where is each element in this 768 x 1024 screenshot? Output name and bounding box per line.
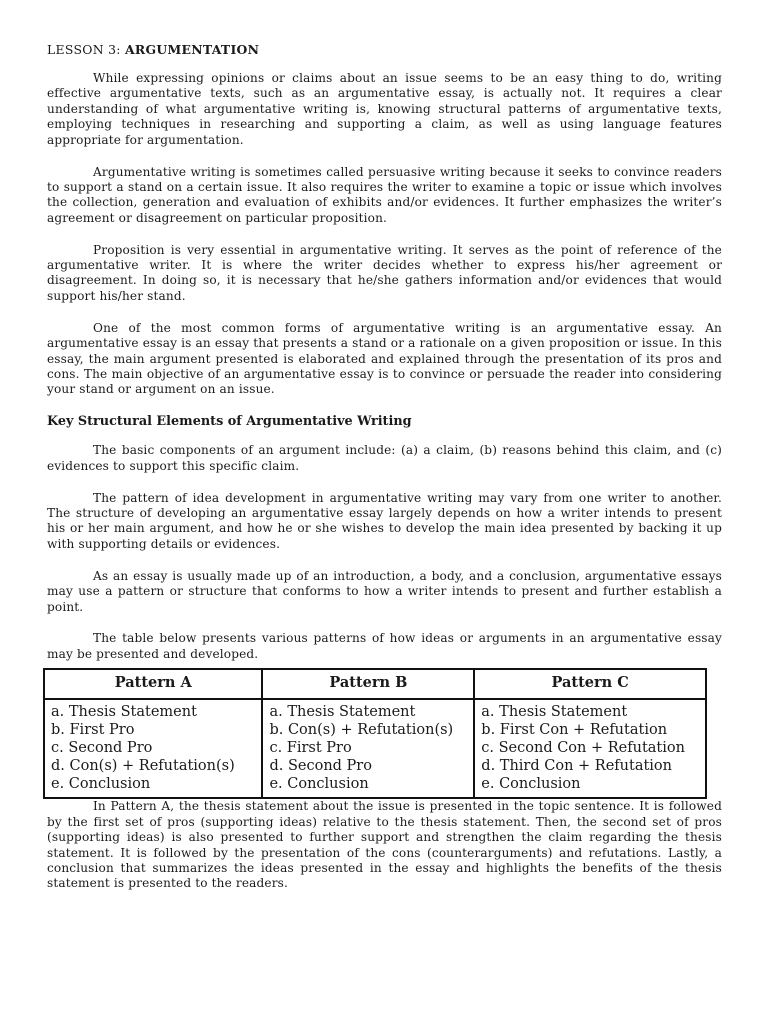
pattern-step: b. Con(s) + Refutation(s) (269, 722, 454, 739)
pattern-step: a. Thesis Statement (269, 704, 416, 721)
pattern-step: e. Conclusion (269, 776, 369, 793)
pattern-b-header: Pattern B (262, 669, 474, 699)
table-row (44, 699, 706, 798)
pattern-step: d. Third Con + Refutation (481, 758, 672, 775)
closing-paragraph: In Pattern A, the thesis statement about the issue is presented in the topic sentence. It is followed by the first set of pros (supporting ideas) relative to the thesis statement. Then, the second set of pros (supporting ideas) is also presented to further support and strengthen the claim regarding the thesis statement. It is followed by the presentation of the cons (counterarguments) and refutations. Lastly, a conclusion that summarizes the ideas presented in the essay and highlights the benefits of the thesis statement is presented to the readers. (47, 799, 722, 891)
paragraph: The basic components of an argument include: (a) a claim, (b) reasons behind this claim, and (c) evidences to support this specific claim. (47, 443, 722, 473)
paragraph: The pattern of idea development in argumentative writing may vary from one writer to another. The structure of developing an argumentative essay largely depends on how a writer intends to present his or her main argument, and how he or she wishes to develop the main idea presented by backing it up with supporting details or evidences. (47, 490, 722, 551)
paragraph: Proposition is very essential in argumentative writing. It serves as the point of reference of the argumentative writer. It is where the writer decides whether to express his/her agreement or disagreement. In doing so, it is necessary that he/she gathers information and/or evidences that would support his/her stand. (47, 242, 722, 303)
pattern-step: e. Conclusion (51, 776, 151, 793)
lesson-heading (47, 42, 722, 57)
lesson-title: ARGUMENTATION (124, 42, 260, 57)
paragraph: While expressing opinions or claims about an issue seems to be an easy thing to do, writing effective argumentative texts, such as an argumentative essay, is actually not. It requires a clear understanding of what argumentative writing is, knowing structural patterns of argumentative texts, employing techniques in researching and supporting a claim, as well as using language features appropriate for argumentation. (47, 71, 722, 147)
paragraph: As an essay is usually made up of an introduction, a body, and a conclusion, argumentative essays may use a pattern or structure that conforms to how a writer intends to present and further establish a point. (47, 568, 722, 614)
pattern-step: a. Thesis Statement (481, 704, 628, 721)
pattern-step: b. First Pro (51, 722, 135, 739)
pattern-c-header: Pattern C (474, 669, 706, 699)
paragraph: Argumentative writing is sometimes called persuasive writing because it seeks to convince readers to support a stand on a certain issue. It also requires the writer to examine a topic or issue which involves the collection, generation and evaluation of exhibits and/or evidences. It further emphasizes the writer’s agreement or disagreement on particular proposition. (47, 164, 722, 225)
pattern-a-cell (44, 699, 262, 798)
patterns-table (43, 668, 707, 799)
pattern-step: c. Second Con + Refutation (481, 740, 685, 757)
pattern-a-header: Pattern A (44, 669, 262, 699)
lesson-prefix: LESSON 3: (47, 42, 125, 57)
pattern-step: d. Second Pro (269, 758, 372, 775)
pattern-step: d. Con(s) + Refutation(s) (51, 758, 235, 775)
pattern-step: b. First Con + Refutation (481, 722, 668, 739)
pattern-step: a. Thesis Statement (51, 704, 197, 721)
paragraph: One of the most common forms of argumentative writing is an argumentative essay. An argumentative essay is an essay that presents a stand or a rationale on a given proposition or issue. In this essay, the main argument presented is elaborated and explained through the presentation of its pros and cons. The main objective of an argumentative essay is to convince or persuade the reader into considering your stand or argument on an issue. (47, 320, 722, 397)
section-subheading: Key Structural Elements of Argumentative Writing (47, 414, 412, 430)
pattern-step: e. Conclusion (481, 776, 581, 793)
pattern-step: c. First Pro (269, 740, 352, 757)
table-header-row (44, 669, 706, 699)
pattern-b-cell (262, 699, 474, 798)
pattern-step: c. Second Pro (51, 740, 153, 757)
pattern-c-cell (474, 699, 706, 798)
paragraph: The table below presents various patterns of how ideas or arguments in an argumentative essay may be presented and developed. (47, 631, 722, 661)
